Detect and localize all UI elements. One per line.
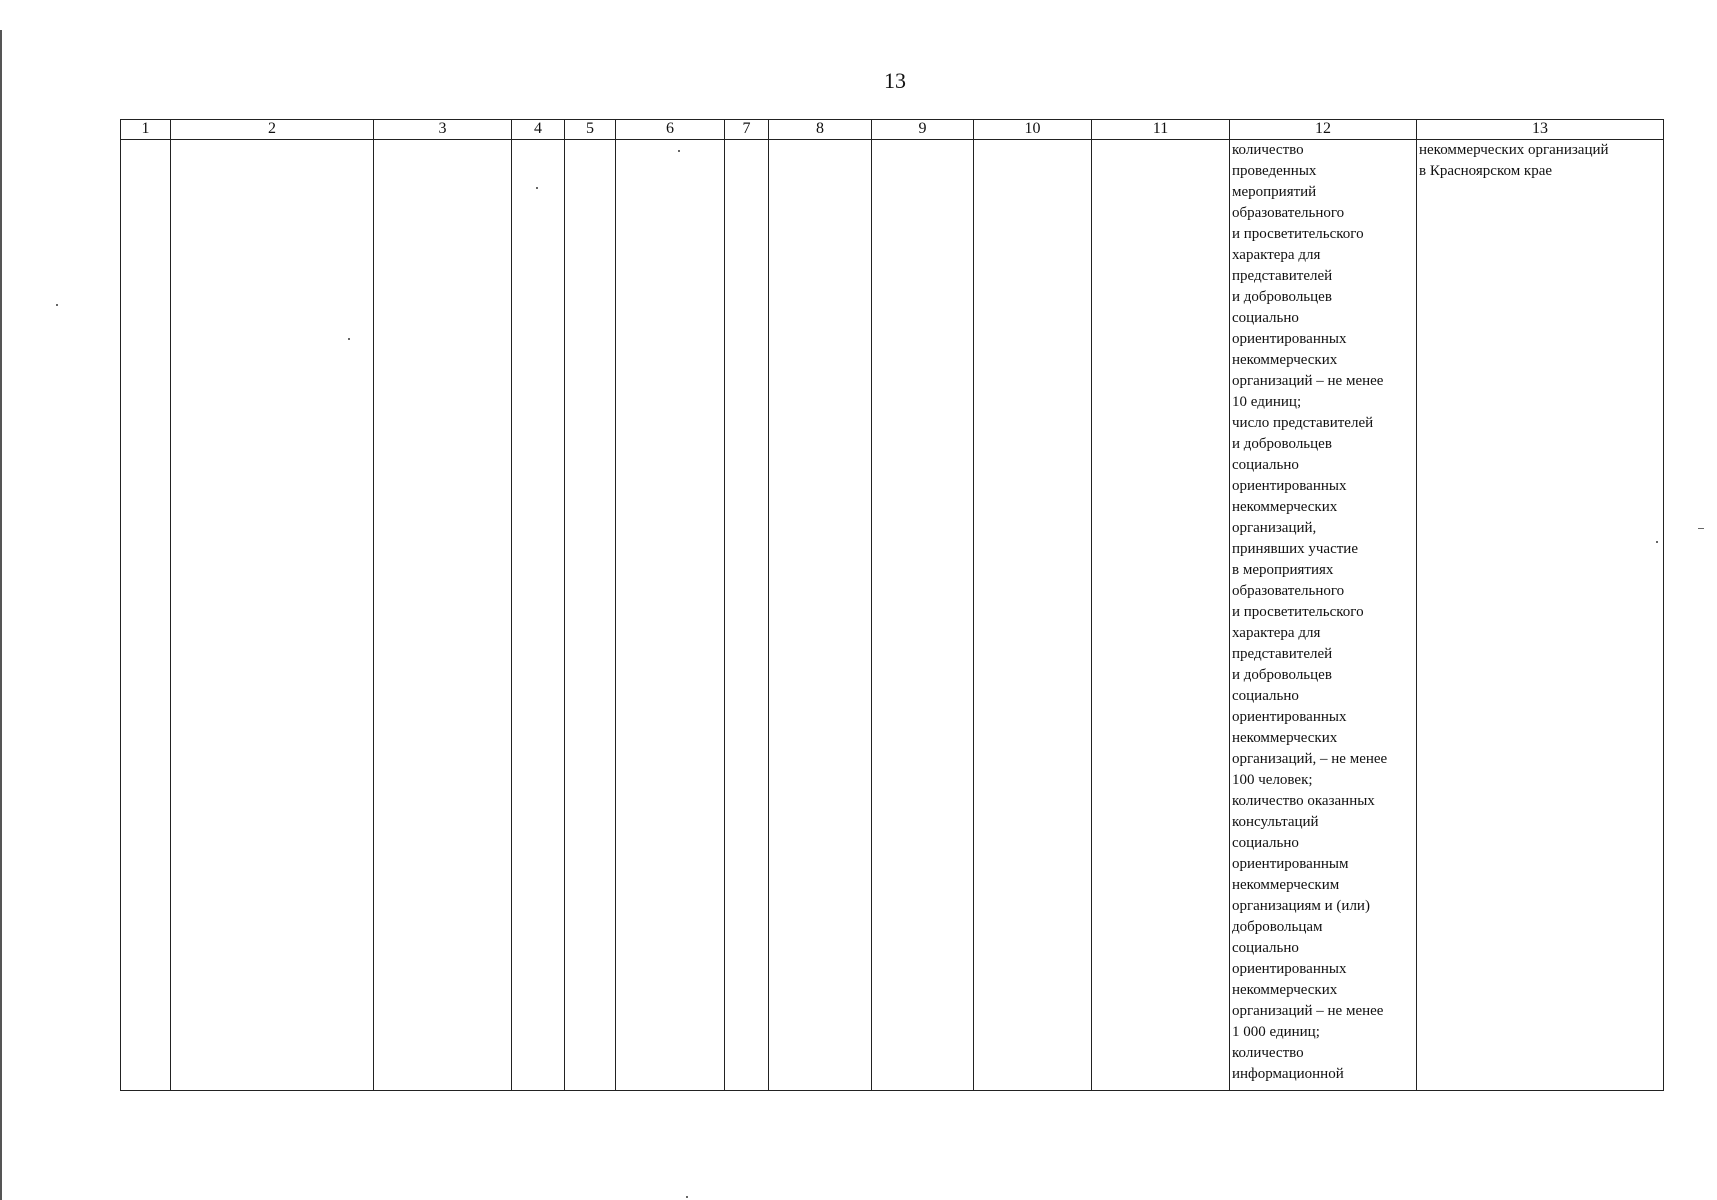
column-header: 5 xyxy=(565,120,616,140)
column-header: 2 xyxy=(171,120,374,140)
indicator-line: социально xyxy=(1232,688,1299,704)
indicator-line: количество xyxy=(1232,1045,1304,1061)
indicator-line: ориентированных xyxy=(1232,961,1347,977)
column-header: 12 xyxy=(1230,120,1417,140)
indicator-line: количество оказанных xyxy=(1232,793,1375,809)
indicator-line: консультаций xyxy=(1232,814,1319,830)
indicator-line: и просветительского xyxy=(1232,604,1364,620)
indicator-line: 100 человек; xyxy=(1232,772,1313,788)
table-cell-col3 xyxy=(374,140,512,1091)
indicator-line: проведенных xyxy=(1232,163,1317,179)
indicator-line: некоммерческих xyxy=(1232,982,1338,998)
scan-speck xyxy=(1698,528,1704,529)
table-cell-col11 xyxy=(1092,140,1230,1091)
indicator-line: организаций, – не менее xyxy=(1232,751,1388,767)
indicator-line: и добровольцев xyxy=(1232,667,1332,683)
column-header: 1 xyxy=(121,120,171,140)
table-cell-col4 xyxy=(512,140,565,1091)
indicator-line: организаций – не менее xyxy=(1232,1003,1384,1019)
table-cell-col10 xyxy=(974,140,1092,1091)
indicator-line: социально xyxy=(1232,457,1299,473)
scan-left-edge xyxy=(0,30,2,1200)
column-header: 3 xyxy=(374,120,512,140)
scan-speck xyxy=(536,187,538,189)
column-header: 10 xyxy=(974,120,1092,140)
indicator-line: социально xyxy=(1232,940,1299,956)
indicator-line: образовательного xyxy=(1232,205,1345,221)
indicator-line: добровольцам xyxy=(1232,919,1323,935)
indicator-line: организаций, xyxy=(1232,520,1317,536)
indicator-line: принявших участие xyxy=(1232,541,1358,557)
table-cell-col9 xyxy=(872,140,974,1091)
indicator-line: социально xyxy=(1232,835,1299,851)
note-line: в Красноярском крае xyxy=(1419,163,1553,179)
table-row xyxy=(121,140,1664,1091)
indicator-line: количество xyxy=(1232,142,1304,158)
table-cell-col7 xyxy=(725,140,769,1091)
indicator-line: 10 единиц; xyxy=(1232,394,1302,410)
table-header-row xyxy=(121,120,1664,140)
indicator-line: 1 000 единиц; xyxy=(1232,1024,1320,1040)
note-line: некоммерческих организаций xyxy=(1419,142,1609,158)
indicator-line: организациям и (или) xyxy=(1232,898,1370,914)
indicator-line: в мероприятиях xyxy=(1232,562,1334,578)
table-cell-col5 xyxy=(565,140,616,1091)
indicator-line: ориентированным xyxy=(1232,856,1349,872)
table-cell-col8 xyxy=(769,140,872,1091)
indicator-line: социально xyxy=(1232,310,1299,326)
table-cell-col2 xyxy=(171,140,374,1091)
column-header: 11 xyxy=(1092,120,1230,140)
indicator-line: мероприятий xyxy=(1232,184,1317,200)
indicator-line: организаций – не менее xyxy=(1232,373,1384,389)
indicators-text xyxy=(1230,140,1416,1085)
indicator-line: некоммерческих xyxy=(1232,352,1338,368)
table-cell-col1 xyxy=(121,140,171,1091)
column-header: 4 xyxy=(512,120,565,140)
indicator-line: некоммерческих xyxy=(1232,499,1338,515)
page-number: 13 xyxy=(884,68,906,93)
indicator-line: ориентированных xyxy=(1232,478,1347,494)
indicators-cell xyxy=(1230,140,1417,1091)
column-header: 6 xyxy=(616,120,725,140)
column-header: 13 xyxy=(1417,120,1664,140)
indicator-line: характера для xyxy=(1232,247,1321,263)
scan-speck xyxy=(348,338,350,340)
column-header: 7 xyxy=(725,120,769,140)
indicator-line: некоммерческих xyxy=(1232,730,1338,746)
indicator-line: и добровольцев xyxy=(1232,289,1332,305)
indicator-line: информационной xyxy=(1232,1066,1344,1082)
document-table xyxy=(120,119,1664,1091)
notes-text xyxy=(1417,140,1663,182)
indicator-line: представителей xyxy=(1232,646,1333,662)
indicator-line: и добровольцев xyxy=(1232,436,1332,452)
column-header: 9 xyxy=(872,120,974,140)
indicator-line: представителей xyxy=(1232,268,1333,284)
scan-speck xyxy=(56,304,58,306)
column-header: 8 xyxy=(769,120,872,140)
indicator-line: ориентированных xyxy=(1232,709,1347,725)
scan-speck xyxy=(678,150,680,152)
table-cell-col6 xyxy=(616,140,725,1091)
indicator-line: образовательного xyxy=(1232,583,1345,599)
indicator-line: и просветительского xyxy=(1232,226,1364,242)
indicator-line: ориентированных xyxy=(1232,331,1347,347)
scan-speck xyxy=(686,1196,688,1198)
indicator-line: число представителей xyxy=(1232,415,1374,431)
notes-cell xyxy=(1417,140,1664,1091)
scan-speck xyxy=(1656,541,1658,543)
indicator-line: характера для xyxy=(1232,625,1321,641)
indicator-line: некоммерческим xyxy=(1232,877,1340,893)
